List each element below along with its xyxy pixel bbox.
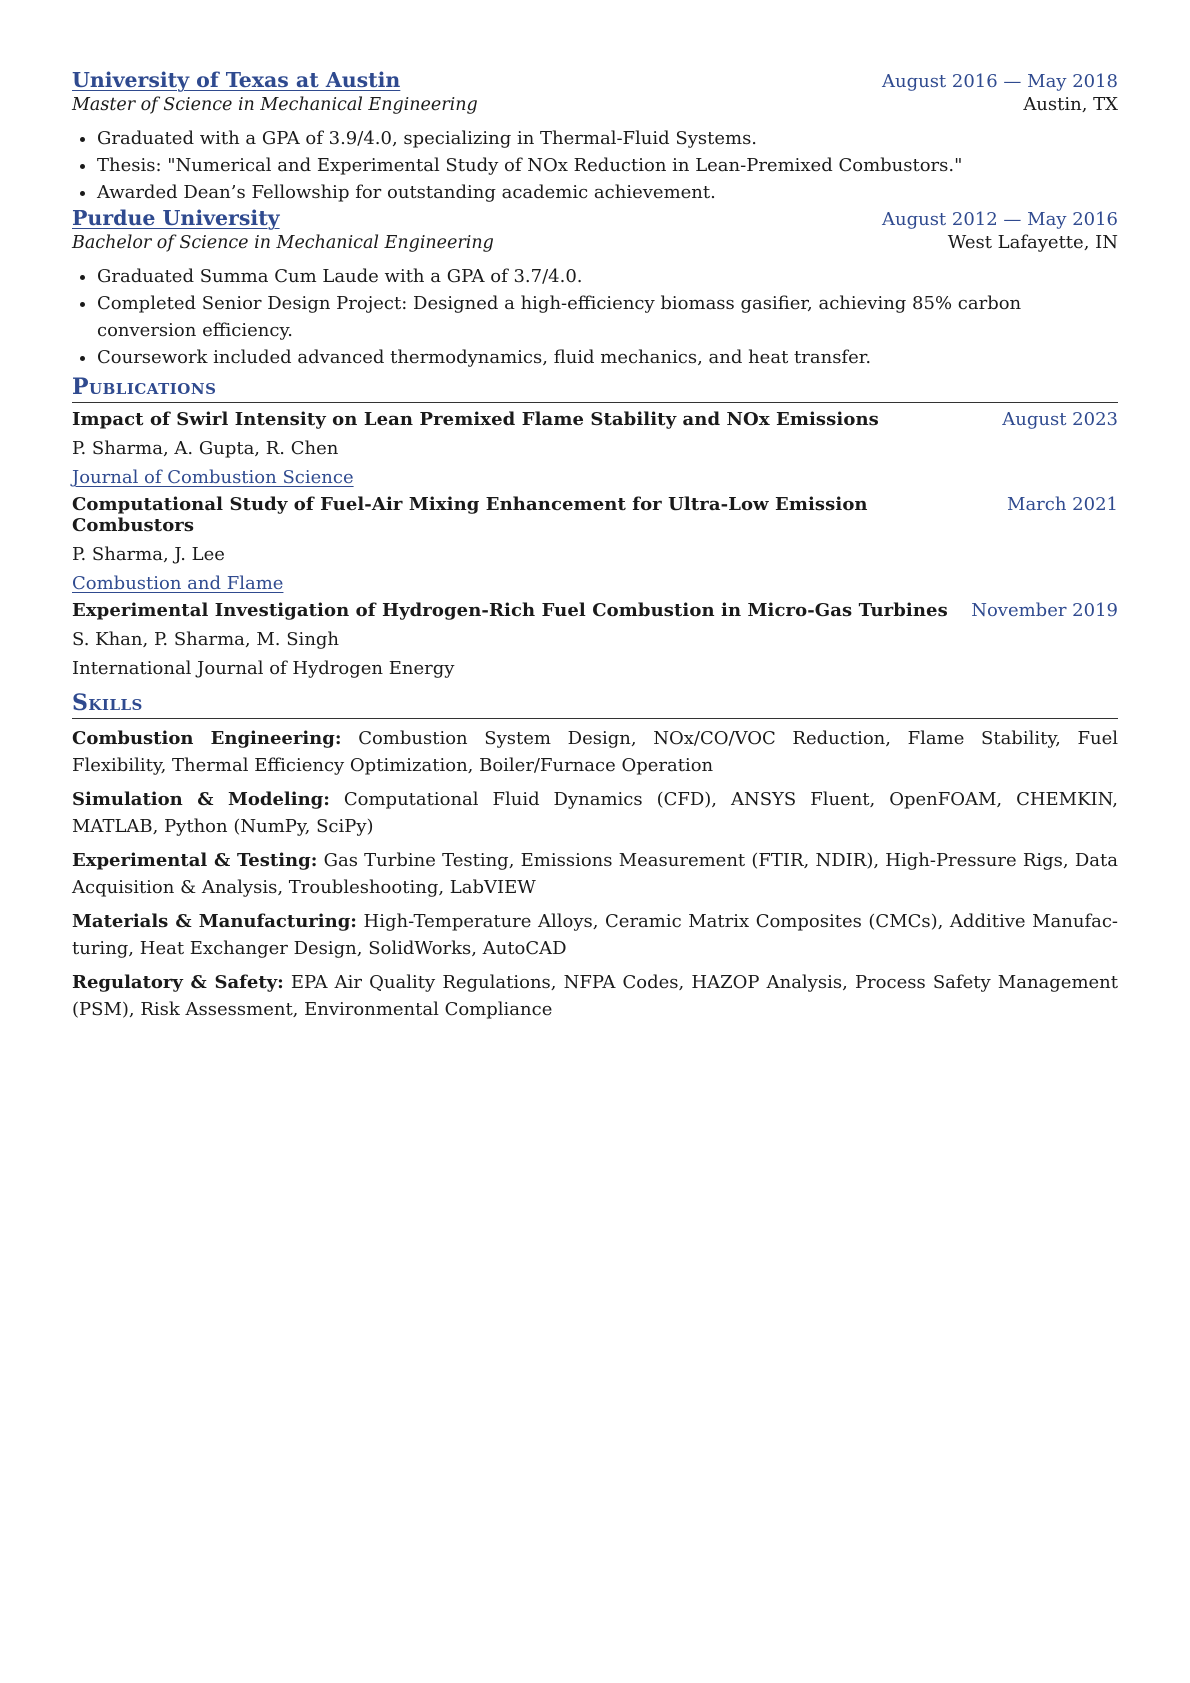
skills-list [72,725,1118,1023]
publication-authors: P. Sharma, J. Lee [72,544,225,565]
publication-header-row [72,600,1118,621]
publication-title: Computational Study of Fuel-Air Mixing Enhancement for Ultra-Low Emission Combustors [72,494,868,536]
education-degree-row [72,232,1118,253]
publication-entry [72,494,1118,594]
skill-label: Materials & Manufacturing: [72,911,357,932]
skill-label: Regulatory & Safety: [72,972,284,993]
education-bullets [72,263,1118,371]
institution-link[interactable]: University of Texas at Austin [72,68,401,92]
skill-value: High-Temperature Alloys, Ceramic Matrix Composites (CMCs), Additive Manufac-turing, Heat Exchanger Design, SolidWorks, AutoCAD [72,911,1119,959]
publication-authors: S. Khan, P. Sharma, M. Singh [72,629,340,650]
education-header-row [72,68,1118,92]
publication-header-row [72,409,1118,430]
education-bullets [72,125,1118,206]
section-heading-skills: Skills [72,689,1118,719]
publication-authors: P. Sharma, A. Gupta, R. Chen [72,438,339,459]
education-location: West Lafayette, IN [947,232,1118,253]
publication-header-row [72,494,1118,536]
skill-label: Combustion Engineering: [72,728,342,749]
skill-row [72,847,1118,901]
bullet-item: • Graduated with a GPA of 3.9/4.0, specializing in Thermal-Fluid Systems. [97,125,1118,152]
skill-value: Gas Turbine Testing, Emissions Measurement (FTIR, NDIR), High-Pressure Rigs, Data Acquisition & Analysis, Troubleshooting, LabVIEW [72,850,1118,898]
skill-row [72,969,1118,1023]
skill-row [72,908,1118,962]
education-degree-row [72,94,1118,115]
education-dates: August 2012 — May 2016 [881,209,1118,230]
skill-value: EPA Air Quality Regulations, NFPA Codes, HAZOP Analysis, Process Safety Management (PSM), Risk Assessment, Environmental Compliance [72,972,1118,1020]
education-dates: August 2016 — May 2018 [881,71,1118,92]
education-header-row [72,206,1118,230]
education-location: Austin, TX [1023,94,1118,115]
skill-row [72,725,1118,779]
publication-title: Impact of Swirl Intensity on Lean Premixed Flame Stability and NOx Emissions [72,409,879,430]
skill-value: Combustion System Design, NOx/CO/VOC Reduction, Flame Stability, Fuel Flexibility, Thermal Efficiency Optimization, Boiler/Furnace Operation [72,728,1118,776]
section-heading-publications: Publications [72,373,1118,403]
publication-date: August 2023 [1002,409,1118,430]
skill-row [72,786,1118,840]
bullet-item: • Coursework included advanced thermodynamics, fluid mechanics, and heat transfer. [97,344,1118,371]
publication-venue: International Journal of Hydrogen Energy [72,658,455,679]
publication-venue-link[interactable]: Combustion and Flame [72,573,284,594]
skill-label: Simulation & Modeling: [72,789,330,810]
publication-entry [72,409,1118,488]
publication-entry [72,600,1118,679]
degree-title: Master of Science in Mechanical Engineering [72,95,478,115]
institution-link[interactable]: Purdue University [72,206,280,230]
publication-venue-link[interactable]: Journal of Combustion Science [72,467,354,488]
bullet-item: • Graduated Summa Cum Laude with a GPA of 3.7/4.0. [97,263,1118,290]
bullet-item: • Completed Senior Design Project: Designed a high-efficiency biomass gasifier, achieving 85% carbon conversion efficiency. [97,290,1118,344]
education-entry [72,68,1118,206]
bullet-item: • Thesis: "Numerical and Experimental Study of NOx Reduction in Lean-Premixed Combustors." [97,152,1118,179]
degree-title: Bachelor of Science in Mechanical Engineering [72,233,494,253]
publication-date: November 2019 [971,600,1118,621]
education-entry [72,206,1118,371]
skill-value: Computational Fluid Dynamics (CFD), ANSYS Fluent, OpenFOAM, CHEMKIN, MATLAB, Python (NumPy, SciPy) [72,789,1118,837]
bullet-item: • Awarded Dean’s Fellowship for outstanding academic achievement. [97,179,1118,206]
publication-date: March 2021 [1007,494,1118,515]
skill-label: Experimental & Testing: [72,850,318,871]
publication-title: Experimental Investigation of Hydrogen-Rich Fuel Combustion in Micro-Gas Turbines [72,600,948,621]
